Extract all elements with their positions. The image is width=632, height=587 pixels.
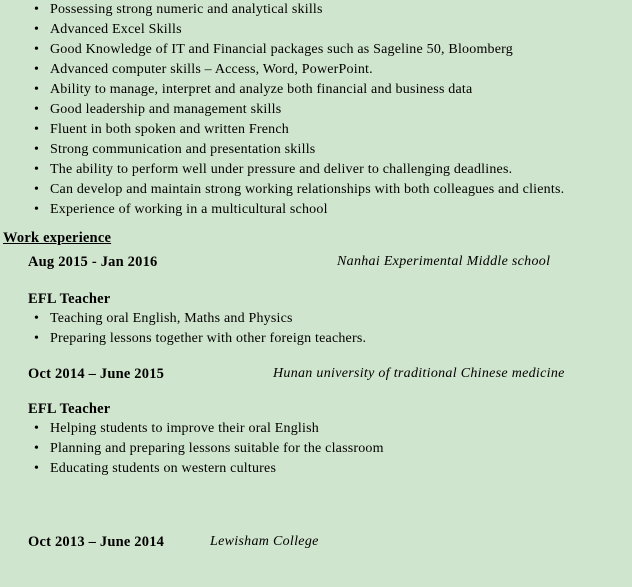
skill-item: • Possessing strong numeric and analytical skills bbox=[0, 0, 632, 20]
skill-item: • Advanced Excel Skills bbox=[0, 20, 632, 40]
skill-item: • Fluent in both spoken and written French bbox=[0, 120, 632, 140]
work-experience-heading: Work experience bbox=[3, 230, 112, 246]
job-duties-list bbox=[0, 419, 632, 479]
skill-item: • Advanced computer skills – Access, Word, PowerPoint. bbox=[0, 60, 632, 80]
job-date-employer-line bbox=[0, 252, 632, 272]
job-duties-list bbox=[0, 309, 632, 349]
work-entry bbox=[0, 252, 632, 349]
job-duty-item: • Teaching oral English, Maths and Physics bbox=[0, 309, 632, 329]
job-duty-item: • Helping students to improve their oral English bbox=[0, 419, 632, 439]
skills-list bbox=[0, 0, 632, 220]
skill-item: • Can develop and maintain strong working relationships with both colleagues and clients. bbox=[0, 180, 632, 200]
job-employer: Lewisham College bbox=[210, 534, 319, 549]
work-entry bbox=[0, 364, 632, 479]
job-employer: Nanhai Experimental Middle school bbox=[337, 254, 551, 269]
skill-item: • Experience of working in a multicultural school bbox=[0, 200, 632, 220]
work-entry bbox=[0, 532, 632, 552]
job-dates: Aug 2015 - Jan 2016 bbox=[28, 254, 158, 270]
skill-item: • Ability to manage, interpret and analyze both financial and business data bbox=[0, 80, 632, 100]
skill-item: • Strong communication and presentation skills bbox=[0, 140, 632, 160]
job-employer: Hunan university of traditional Chinese medicine bbox=[273, 366, 565, 381]
skill-item: • Good leadership and management skills bbox=[0, 100, 632, 120]
job-title: EFL Teacher bbox=[28, 401, 111, 417]
job-duty-item: • Preparing lessons together with other foreign teachers. bbox=[0, 329, 632, 349]
job-dates: Oct 2014 – June 2015 bbox=[28, 366, 165, 382]
job-dates: Oct 2013 – June 2014 bbox=[28, 534, 165, 550]
skill-item: • Good Knowledge of IT and Financial packages such as Sageline 50, Bloomberg bbox=[0, 40, 632, 60]
job-title: EFL Teacher bbox=[28, 291, 111, 307]
job-duty-item: • Planning and preparing lessons suitable for the classroom bbox=[0, 439, 632, 459]
job-date-employer-line bbox=[0, 364, 632, 384]
skill-item: • The ability to perform well under pressure and deliver to challenging deadlines. bbox=[0, 160, 632, 180]
job-date-employer-line bbox=[0, 532, 632, 552]
job-duty-item: • Educating students on western cultures bbox=[0, 459, 632, 479]
